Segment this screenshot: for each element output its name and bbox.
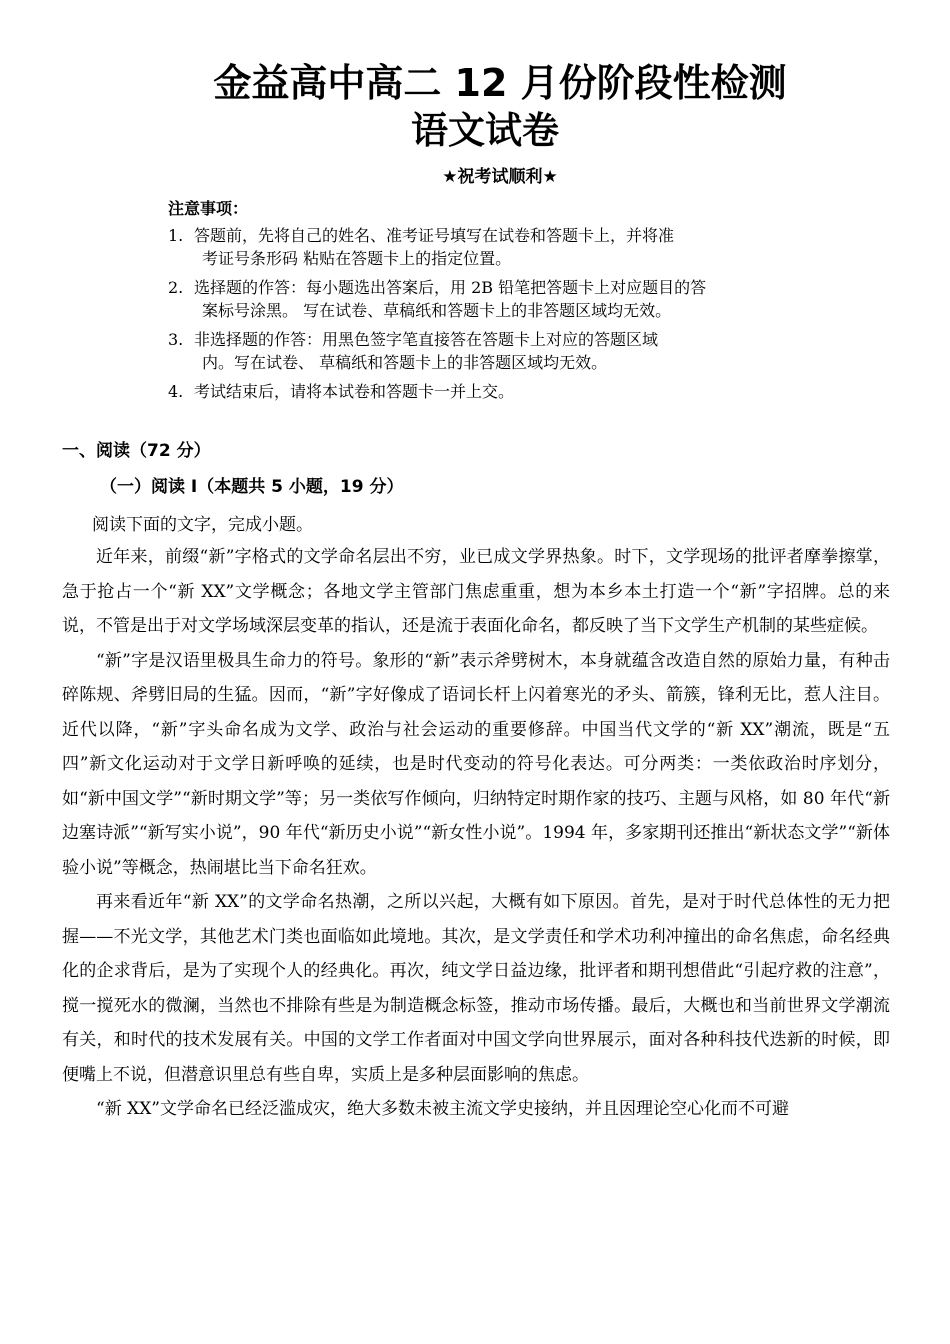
notice-item bbox=[168, 224, 828, 270]
reading-instruction: 阅读下面的文字，完成小题。 bbox=[92, 515, 313, 535]
reading-passage bbox=[62, 540, 890, 1127]
notice-item bbox=[168, 380, 828, 403]
notice-item-number: 3. bbox=[168, 330, 184, 349]
notice-item bbox=[168, 328, 828, 374]
notice-item-number: 1. bbox=[168, 226, 184, 245]
notice-list bbox=[168, 224, 828, 409]
exam-subtitle: 语文试卷 bbox=[411, 109, 559, 152]
notice-item-text: 非选择题的作答：用黑色签字笔直接答在答题卡上对应的答题区域 bbox=[194, 330, 659, 349]
notice-item-text: 选择题的作答：每小题选出答案后，用 2B 铅笔把答题卡上对应题目的答 bbox=[194, 278, 707, 297]
notice-heading: 注意事项： bbox=[168, 199, 249, 218]
exam-title: 金益高中高二 12 月份阶段性检测 bbox=[213, 61, 787, 105]
notice-item-number: 4. bbox=[168, 382, 184, 401]
blessing-text: ★祝考试顺利★ bbox=[442, 167, 558, 187]
notice-item-text-cont: 案标号涂黑。 写在试卷、草稿纸和答题卡上的非答题区域均无效。 bbox=[202, 301, 672, 320]
notice-item-text-cont: 考证号条形码 粘贴在答题卡上的指定位置。 bbox=[202, 249, 512, 268]
notice-item-text: 答题前，先将自己的姓名、准考证号填写在试卷和答题卡上，并将准 bbox=[194, 226, 675, 245]
notice-item-text-cont: 内。写在试卷、 草稿纸和答题卡上的非答题区域均无效。 bbox=[202, 353, 608, 372]
notice-item-text: 考试结束后，请将本试卷和答题卡一并上交。 bbox=[194, 382, 515, 401]
subsection-heading: （一）阅读 I（本题共 5 小题，19 分） bbox=[100, 477, 404, 497]
passage-paragraph: “新”字是汉语里极具生命力的符号。象形的“新”表示斧劈树木，本身就蕴含改造自然的原始力量，有种击碎陈规、斧劈旧局的生猛。因而，“新”字好像成了语词长杆上闪着寒光的矛头、箭簇，锋利无比，惹人注目。近代以降，“新”字头命名成为文学、政治与社会运动的重要修辞。中国当代文学的“新 XX”潮流，既是“五四”新文化运动对于文学日新呼唤的延续，也是时代变动的符号化表达。可分两类：一类依政治时序划分，如“新中国文学”“新时期文学”等；另一类依写作倾向，归纳特定时期作家的技巧、主题与风格，如 80 年代“新边塞诗派”“新写实小说”，90 年代“新历史小说”“新女性小说”。1994 年，多家期刊还推出“新状态文学”“新体验小说”等概念，热闹堪比当下命名狂欢。 bbox=[62, 650, 890, 878]
notice-item-number: 2. bbox=[168, 278, 184, 297]
passage-paragraph: 再来看近年“新 XX”的文学命名热潮，之所以兴起，大概有如下原因。首先，是对于时代总体性的无力把握——不光文学，其他艺术门类也面临如此境地。其次，是文学责任和学术功利冲撞出的命名焦虑，命名经典化的企求背后，是为了实现个人的经典化。再次，纯文学日益边缘，批评者和期刊想借此“引起疗救的注意”，搅一搅死水的微澜，当然也不排除有些是为制造概念标签，推动市场传播。最后，大概也和当前世界文学潮流有关，和时代的技术发展有关。中国的文学工作者面对中国文学向世界展示，面对各种科技代迭新的时候，即便嘴上不说，但潜意识里总有些自卑，实质上是多种层面影响的焦虑。 bbox=[62, 892, 890, 1085]
section-heading: 一、阅读（72 分） bbox=[62, 441, 211, 461]
passage-paragraph: 近年来，前缀“新”字格式的文学命名层出不穷，业已成文学界热象。时下，文学现场的批评者摩拳擦掌，急于抢占一个“新 XX”文学概念；各地文学主管部门焦虑重重，想为本乡本土打造一个“新”字招牌。总的来说，不管是出于对文学场域深层变革的指认，还是流于表面化命名，都反映了当下文学生产机制的某些症候。 bbox=[62, 547, 890, 636]
notice-item bbox=[168, 276, 828, 322]
passage-paragraph: “新 XX”文学命名已经泛滥成灾，绝大多数未被主流文学史接纳，并且因理论空心化而不可避 bbox=[96, 1099, 789, 1119]
